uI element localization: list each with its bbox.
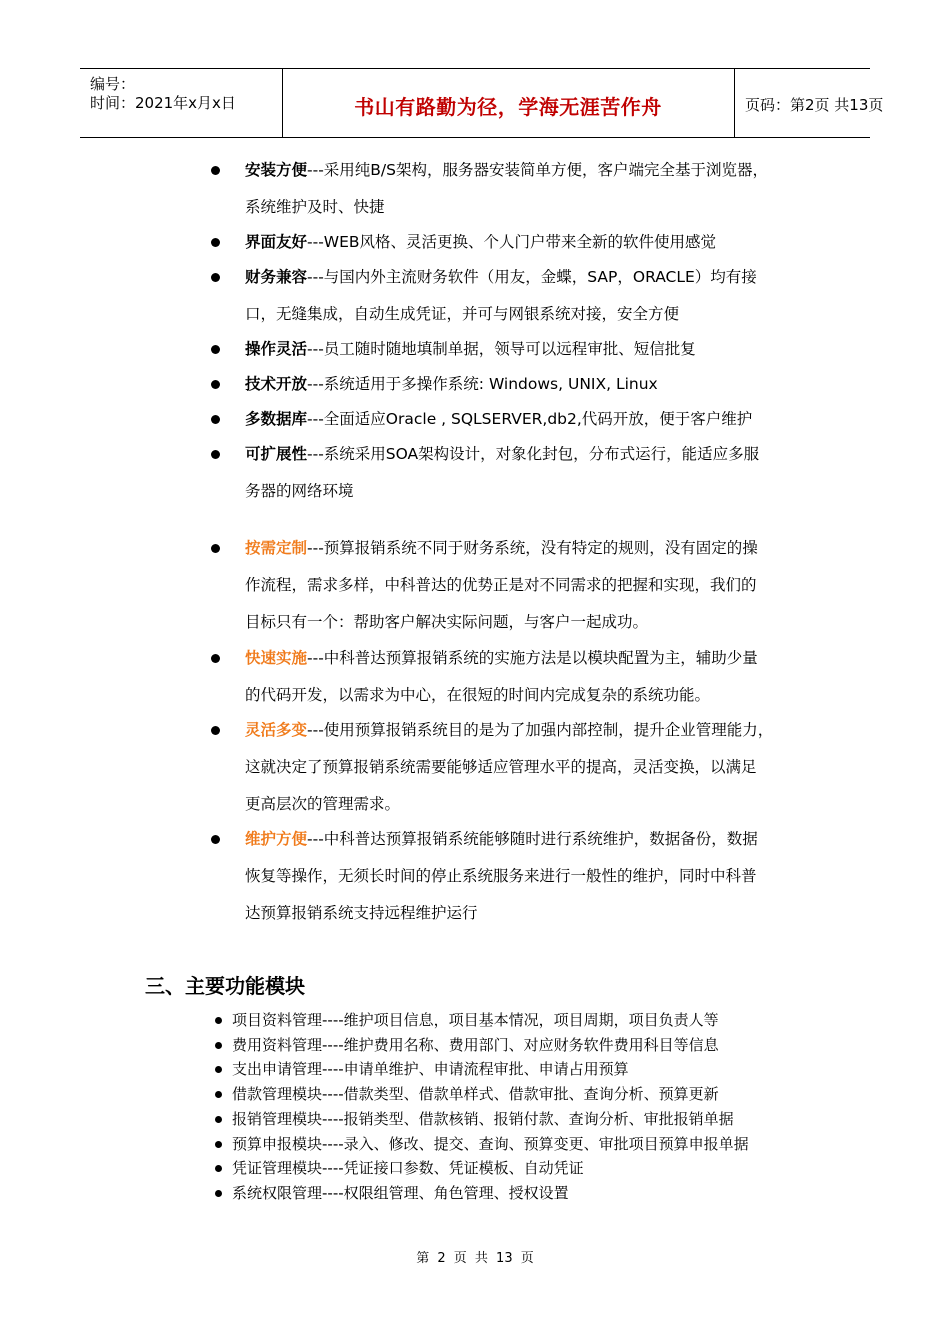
module-item (0, 1082, 950, 1106)
module-item (0, 1107, 950, 1131)
page-header (80, 68, 884, 138)
bullet-icon (211, 380, 220, 389)
page-footer: 第 2 页 共 13 页 (416, 1251, 534, 1266)
bullet-icon (211, 345, 220, 354)
bullet-icon (215, 1141, 222, 1148)
bullet-icon (211, 654, 220, 663)
bullet-icon (211, 726, 220, 735)
module-text: 支出申请管理----申请单维护、申请流程审批、申请占用预算 (232, 1060, 629, 1078)
bullet-icon (211, 415, 220, 424)
header-motto-cell (282, 69, 735, 137)
advantage-text: 维护方便---中科普达预算报销系统能够随时进行系统维护，数据备份，数据 恢复等操作，无须长时间的停止系统服务来进行一般性的维护，同时中科普 达预算报销系统支持远程维护运行 (245, 830, 758, 922)
bullet-icon (215, 1190, 222, 1197)
feature-text: 多数据库---全面适应Oracle , SQLSERVER,db2,代码开放，便于客户维护 (245, 410, 753, 428)
feature-text: 可扩展性---系统采用SOA架构设计，对象化封包，分布式运行，能适应多服 务器的网络环境 (245, 445, 760, 500)
module-item (0, 1008, 950, 1032)
advantage-text: 快速实施---中科普达预算报销系统的实施方法是以模块配置为主，辅助少量 的代码开发，以需求为中心，在很短的时间内完成复杂的系统功能。 (245, 649, 758, 704)
module-text: 报销管理模块----报销类型、借款核销、报销付款、查询分析、审批报销单据 (232, 1110, 734, 1128)
advantage-text: 按需定制---预算报销系统不同于财务系统，没有特定的规则，没有固定的操 作流程，需求多样，中科普达的优势正是对不同需求的把握和实现，我们的 目标只有一个：帮助客户解决实际问题，与客户一起成功。 (245, 539, 758, 631)
bullet-icon (211, 238, 220, 247)
bullet-icon (211, 166, 220, 175)
section-title: 三、主要功能模块 (145, 974, 305, 998)
bullet-icon (215, 1017, 222, 1024)
module-text: 凭证管理模块----凭证接口参数、凭证模板、自动凭证 (232, 1159, 584, 1177)
feature-text: 技术开放---系统适用于多操作系统: Windows, UNIX, Linux (245, 375, 658, 393)
module-item (0, 1181, 950, 1205)
bullet-icon (215, 1066, 222, 1073)
module-item (0, 1033, 950, 1057)
module-text: 预算申报模块----录入、修改、提交、查询、预算变更、审批项目预算申报单据 (232, 1135, 749, 1153)
feature-text: 界面友好---WEB风格、灵活更换、个人门户带来全新的软件使用感觉 (245, 233, 717, 251)
header-info-cell (80, 69, 283, 137)
module-text: 费用资料管理----维护费用名称、费用部门、对应财务软件费用科目等信息 (232, 1036, 719, 1054)
header-page-cell (735, 69, 884, 137)
motto: 书山有路勤为径，学海无涯苦作舟 (354, 95, 662, 119)
bullet-icon (211, 273, 220, 282)
module-item (0, 1132, 950, 1156)
module-text: 项目资料管理----维护项目信息，项目基本情况，项目周期，项目负责人等 (232, 1011, 719, 1029)
feature-text: 财务兼容---与国内外主流财务软件（用友，金蝶，SAP，ORACLE）均有接 口，无缝集成，自动生成凭证，并可与网银系统对接，安全方便 (245, 268, 757, 323)
number-label: 编号： (90, 75, 136, 93)
module-text: 系统权限管理----权限组管理、角色管理、授权设置 (232, 1184, 569, 1202)
advantage-text: 灵活多变---使用预算报销系统目的是为了加强内部控制，提升企业管理能力， 这就决定了预算报销系统需要能够适应管理水平的提高，灵活变换，以满足 更高层次的管理需求。 (245, 721, 774, 813)
feature-text: 操作灵活---员工随时随地填制单据，领导可以远程审批、短信批复 (245, 340, 696, 358)
bullet-icon (215, 1091, 222, 1098)
bullet-icon (211, 544, 220, 553)
module-item (0, 1156, 950, 1180)
bullet-icon (211, 835, 220, 844)
bullet-icon (215, 1042, 222, 1049)
bullet-icon (215, 1116, 222, 1123)
bullet-icon (215, 1165, 222, 1172)
bullet-icon (211, 450, 220, 459)
time-label: 时间：2021年x月x日 (90, 94, 236, 112)
module-item (0, 1057, 950, 1081)
page-label: 页码：第2页 共13页 (745, 96, 884, 114)
module-text: 借款管理模块----借款类型、借款单样式、借款审批、查询分析、预算更新 (232, 1085, 719, 1103)
feature-text: 安装方便---采用纯B/S架构，服务器安装简单方便，客户端完全基于浏览器， 系统维护及时、快捷 (245, 161, 768, 216)
